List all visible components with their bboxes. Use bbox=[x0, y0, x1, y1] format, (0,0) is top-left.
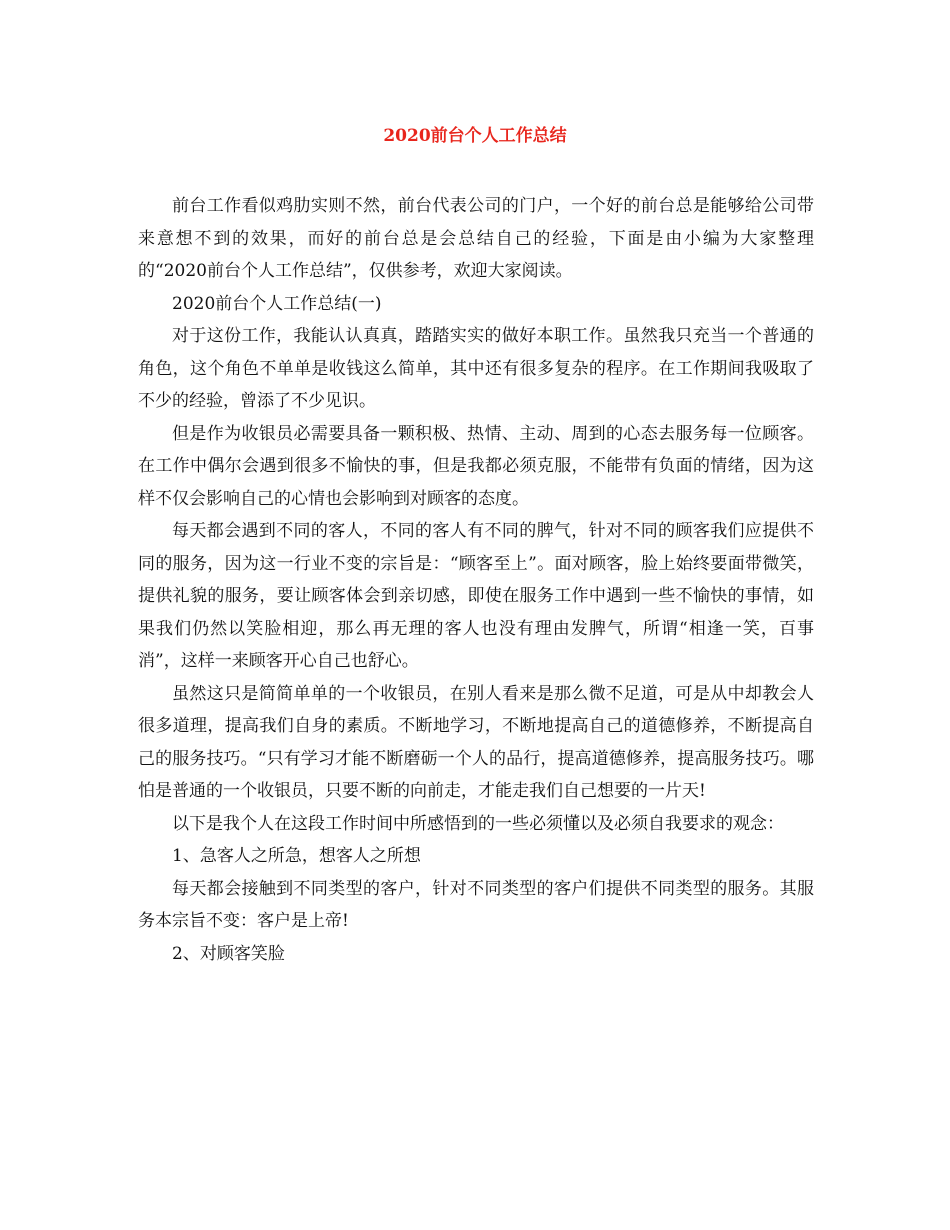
section-heading-one: 2020前台个人工作总结(一) bbox=[172, 293, 382, 314]
list-item-heading: 1、急客人之所急，想客人之所想 bbox=[172, 846, 421, 866]
paragraph: 每天都会接触到不同类型的客户，针对不同类型的客户们提供不同类型的服务。其服务本宗旨不变：客户是上帝! bbox=[138, 878, 814, 931]
paragraph: 以下是我个人在这段工作时间中所感悟到的一些必须懂以及必须自我要求的观念： bbox=[172, 813, 784, 834]
paragraph: 但是作为收银员必需要具备一颗积极、热情、主动、周到的心态去服务每一位顾客。在工作中偶尔会遇到很多不愉快的事，但是我都必须克服，不能带有负面的情绪，因为这样不仅会影响自己的心情也会影响到对顾客的态度。 bbox=[138, 423, 814, 509]
document-body bbox=[138, 190, 814, 970]
paragraph: 对于这份工作，我能认认真真，踏踏实实的做好本职工作。虽然我只充当一个普通的角色，这个角色不单单是收钱这么简单，其中还有很多复杂的程序。在工作期间我吸取了不少的经验，曾添了不少见识。 bbox=[138, 326, 814, 411]
list-item-heading: 2、对顾客笑脸 bbox=[172, 943, 285, 964]
paragraph-intro: 前台工作看似鸡肋实则不然，前台代表公司的门户，一个好的前台总是能够给公司带来意想不到的效果，而好的前台总是会总结自己的经验，下面是由小编为大家整理的“2020前台个人工作总结”，仅供参考，欢迎大家阅读。 bbox=[138, 196, 814, 281]
document-title: 2020前台个人工作总结 bbox=[383, 126, 567, 146]
paragraph: 每天都会遇到不同的客人，不同的客人有不同的脾气，针对不同的顾客我们应提供不同的服务，因为这一行业不变的宗旨是：“顾客至上”。面对顾客，脸上始终要面带微笑，提供礼貌的服务，要让顾客体会到亲切感，即使在服务工作中遇到一些不愉快的事情，如果我们仍然以笑脸相迎，那么再无理的客人也没有理由发脾气，所谓“相逢一笑，百事消”，这样一来顾客开心自己也舒心。 bbox=[138, 521, 814, 671]
paragraph: 虽然这只是简简单单的一个收银员，在别人看来是那么微不足道，可是从中却教会人很多道理，提高我们自身的素质。不断地学习，不断地提高自己的道德修养，不断提高自己的服务技巧。“只有学习才能不断磨砺一个人的品行，提高道德修养，提高服务技巧。哪怕是普通的一个收银员，只要不断的向前走，才能走我们自己想要的一片天! bbox=[138, 683, 814, 801]
